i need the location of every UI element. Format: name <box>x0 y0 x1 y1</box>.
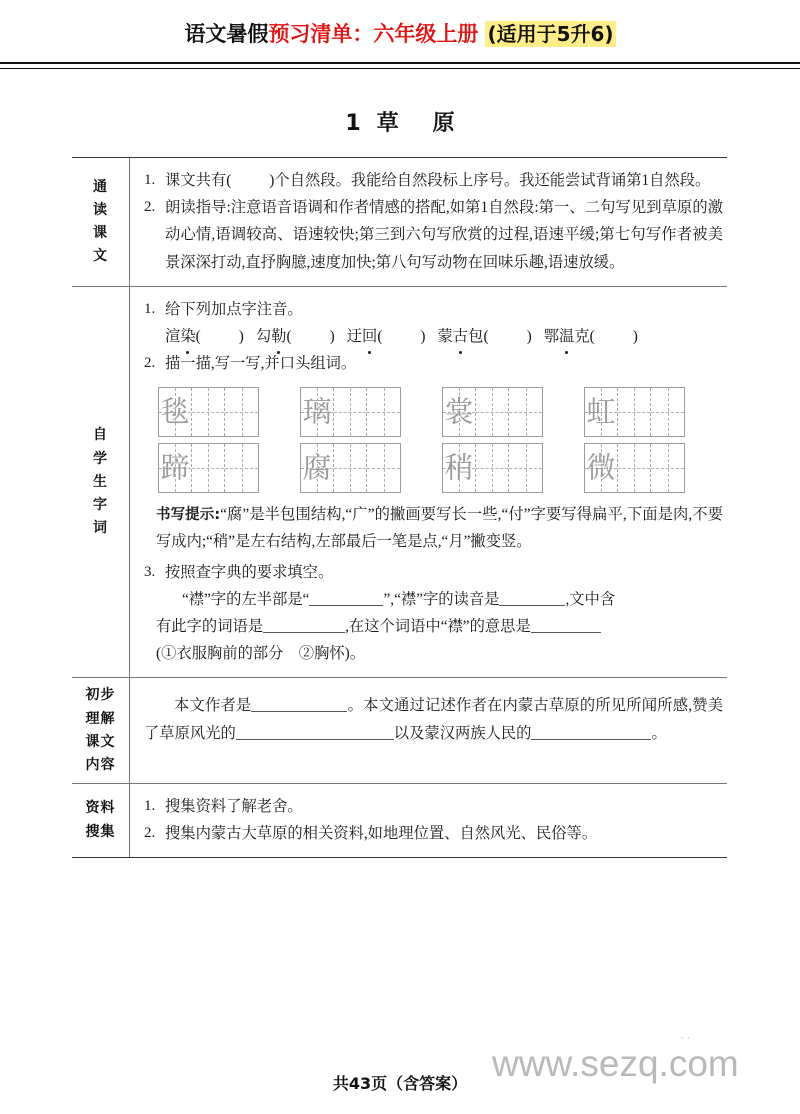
tianzige-cell-traced[interactable]: 璃 <box>301 388 334 436</box>
header-rule-bottom <box>0 68 800 69</box>
pinyin-prompt: 给下列加点字注音。 <box>165 300 303 318</box>
tianzige-cell-empty[interactable] <box>367 444 400 492</box>
tracing-prompt: 描一描,写一写,并口头组词。 <box>165 355 357 373</box>
read-text-item-1: 课文共有( )个自然段。我能给自然段标上序号。我还能尝试背诵第1自然段。 <box>165 172 711 189</box>
answer-blank[interactable] <box>251 695 347 712</box>
tianzige-cell-empty[interactable] <box>618 444 651 492</box>
section-body-read-text <box>130 158 727 286</box>
section-body-initial-understanding <box>130 678 727 782</box>
section-label-initial-understanding: 初步 理解 课文 内容 <box>72 678 130 782</box>
watermark-tick: ·· <box>680 1030 693 1045</box>
character-practice-group[interactable] <box>158 443 259 493</box>
dictionary-line-1: “襟”字的左半部是“ ”,“襟”字的读音是 ,文中含 <box>156 586 723 613</box>
page-header <box>0 18 800 48</box>
character-practice-grid-row <box>158 443 723 493</box>
character-practice-group[interactable] <box>158 387 259 437</box>
dictionary-line-2: 有此字的词语是 ,在这个词语中“襟”的意思是 <box>156 613 723 640</box>
list-item: 2. 朗读指导:注意语音语调和作者情感的搭配,如第1自然段:第一、二句写见到草原的激动心情,语调较高、语速较快;第三到六句写欣赏的过程,语速平缓;第七句写作者被美景深深打动,直抒胸臆,速度加快;第八句写动物在回味乐趣,语速放缓。 <box>144 194 723 276</box>
character-practice-grids <box>158 387 723 493</box>
lesson-name-char-2: 原 <box>432 111 455 136</box>
answer-blank[interactable] <box>499 589 565 606</box>
tianzige-cell-traced[interactable]: 裳 <box>443 388 476 436</box>
character-practice-group[interactable] <box>584 443 685 493</box>
dictionary-prompt: 按照查字典的要求填空。 <box>165 563 334 581</box>
tianzige-cell-empty[interactable] <box>334 388 367 436</box>
gather-item-2: 搜集内蒙古大草原的相关资料,如地理位置、自然风光、民俗等。 <box>165 825 598 843</box>
tianzige-cell-empty[interactable] <box>225 444 258 492</box>
section-body-self-study-words <box>130 287 727 678</box>
page-footer-note: 共43页（含答案） <box>332 1074 468 1093</box>
list-item: 1. 课文共有( )个自然段。我能给自然段标上序号。我还能尝试背诵第1自然段。 <box>144 167 723 194</box>
answer-blank[interactable] <box>531 616 601 633</box>
tianzige-cell-traced[interactable]: 稍 <box>443 444 476 492</box>
character-practice-group[interactable] <box>300 387 401 437</box>
answer-blank[interactable] <box>309 589 383 606</box>
list-item: 3. 按照查字典的要求填空。 <box>144 559 723 586</box>
tianzige-cell-empty[interactable] <box>367 388 400 436</box>
lesson-title <box>0 106 800 137</box>
tianzige-cell-empty[interactable] <box>476 388 509 436</box>
list-item: 1. 给下列加点字注音。 <box>144 296 723 323</box>
list-item: 2. 搜集内蒙古大草原的相关资料,如地理位置、自然风光、民俗等。 <box>144 820 723 847</box>
tianzige-cell-empty[interactable] <box>476 444 509 492</box>
character-practice-grid-row <box>158 387 723 437</box>
dictionary-fill-in <box>144 586 723 668</box>
character-practice-group[interactable] <box>300 443 401 493</box>
header-rule-top <box>0 62 800 64</box>
tianzige-cell-empty[interactable] <box>334 444 367 492</box>
pinyin-word: 鄂温克( ) <box>544 328 638 345</box>
header-title-black: 语文暑假 <box>184 22 269 46</box>
read-text-item-2: 朗读指导:注意语音语调和作者情感的搭配,如第1自然段:第一、二句写见到草原的激动心情,语调较高、语速较快;第三到六句写欣赏的过程,语速平缓;第七句写作者被美景深深打动,直抒胸臆,速度加快;第八句写动物在回味乐趣,语速放缓。 <box>165 199 723 271</box>
tianzige-cell-traced[interactable]: 蹄 <box>159 444 192 492</box>
section-label-gather-materials: 资料 搜集 <box>72 784 130 857</box>
tianzige-cell-empty[interactable] <box>192 388 225 436</box>
tianzige-cell-empty[interactable] <box>651 388 684 436</box>
pinyin-word: 蒙古包( ) <box>438 328 532 345</box>
worksheet-table <box>72 157 727 858</box>
character-practice-group[interactable] <box>442 443 543 493</box>
gather-item-1: 搜集资料了解老舍。 <box>165 797 303 815</box>
tianzige-cell-traced[interactable]: 腐 <box>301 444 334 492</box>
section-row-self-study-words <box>72 287 727 679</box>
pinyin-word: 渲染( ) <box>165 328 244 345</box>
answer-blank[interactable] <box>263 616 345 633</box>
pinyin-word: 迂回( ) <box>347 328 426 345</box>
section-row-read-text <box>72 158 727 287</box>
header-grade-badge: (适用于5升6) <box>487 22 614 46</box>
site-watermark: www.sezq.com <box>492 1043 739 1084</box>
tianzige-cell-traced[interactable]: 毯 <box>159 388 192 436</box>
list-item: 1. 搜集资料了解老舍。 <box>144 793 723 820</box>
tianzige-cell-empty[interactable] <box>651 444 684 492</box>
tianzige-cell-empty[interactable] <box>509 444 542 492</box>
section-label-read-text: 通 读 课 文 <box>72 158 130 286</box>
writing-tip-label: 书写提示: <box>156 506 221 523</box>
writing-tip <box>144 501 723 556</box>
section-label-self-study-words: 自 学 生 字 词 <box>72 287 130 678</box>
section-row-gather-materials <box>72 784 727 857</box>
tianzige-cell-empty[interactable] <box>225 388 258 436</box>
answer-blank[interactable] <box>531 723 651 740</box>
answer-blank[interactable] <box>236 723 394 740</box>
dictionary-line-3: (①衣服胸前的部分 ②胸怀)。 <box>156 645 366 663</box>
lesson-number: 1 <box>345 111 361 136</box>
tianzige-cell-traced[interactable]: 虹 <box>585 388 618 436</box>
character-practice-group[interactable] <box>584 387 685 437</box>
tianzige-cell-empty[interactable] <box>618 388 651 436</box>
tianzige-cell-empty[interactable] <box>509 388 542 436</box>
section-row-initial-understanding <box>72 678 727 783</box>
lesson-name-char-1: 草 <box>376 111 399 136</box>
pinyin-word: 勾勒( ) <box>256 328 335 345</box>
understanding-paragraph: 本文作者是 。本文通过记述作者在内蒙古草原的所见所闻所感,赞美了草原风光的 以及蒙汉两族人民的 。 <box>144 692 723 746</box>
header-title-red: 预习清单：六年级上册 <box>268 22 479 46</box>
list-item: 2. 描一描,写一写,并口头组词。 <box>144 350 723 377</box>
writing-tip-text: “腐”是半包围结构,“广”的撇画要写长一些,“付”字要写得扁平,下面是肉,不要写成内;“稍”是左右结构,左部最后一笔是点,“月”撇变竖。 <box>156 505 723 551</box>
section-body-gather-materials <box>130 784 727 857</box>
pinyin-word-list <box>144 323 723 350</box>
tianzige-cell-traced[interactable]: 微 <box>585 444 618 492</box>
tianzige-cell-empty[interactable] <box>192 444 225 492</box>
character-practice-group[interactable] <box>442 387 543 437</box>
